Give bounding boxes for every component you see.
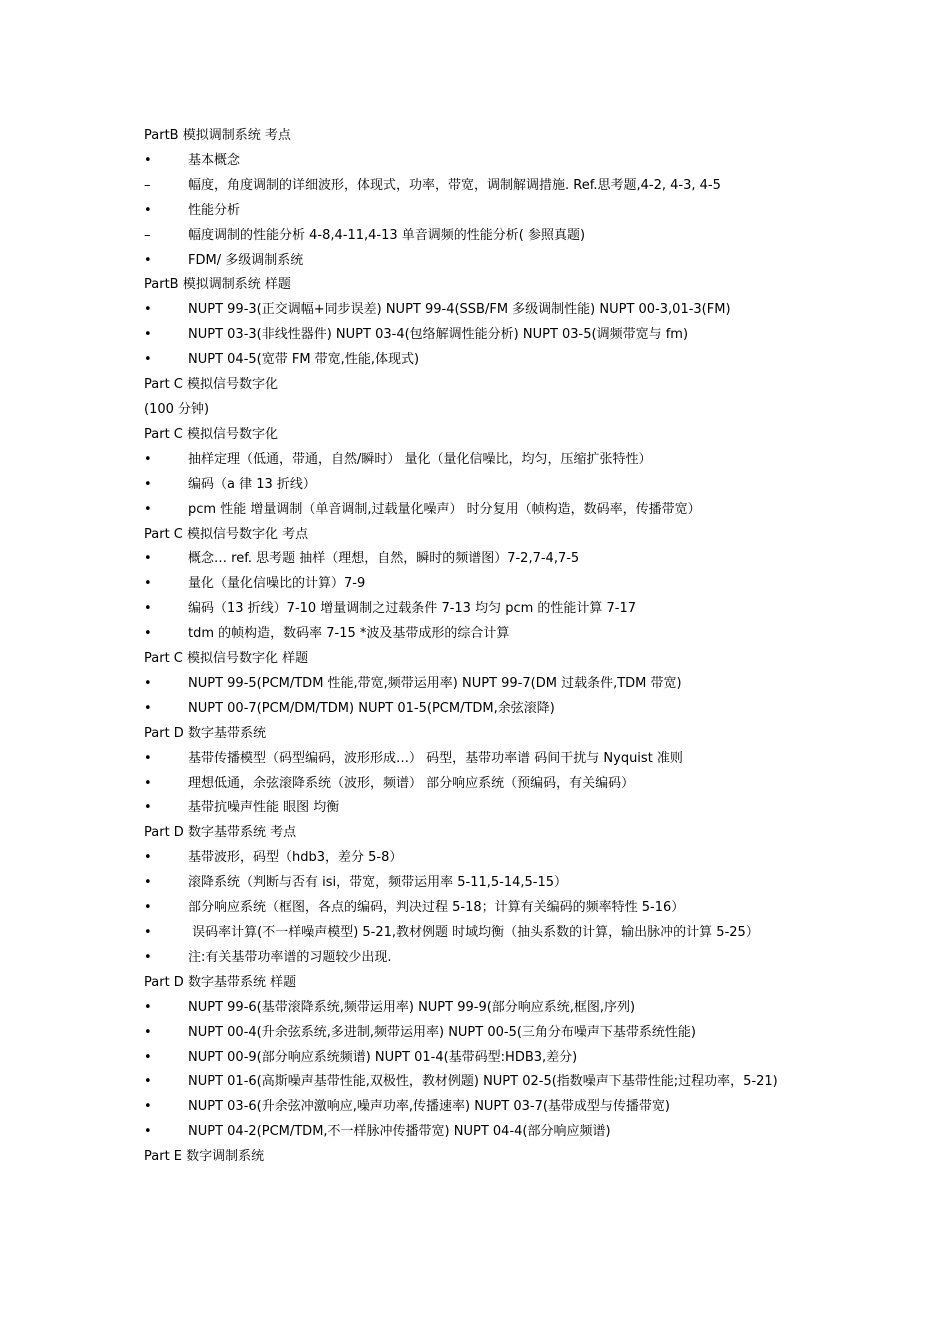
- bullet-item: [144, 498, 824, 523]
- bullet-item: [144, 1021, 824, 1046]
- bullet-text: 基带抗噪声性能 眼图 均衡: [188, 800, 340, 816]
- bullet-text: pcm 性能 增量调制（单音调制,过载量化噪声） 时分复用（帧构造，数码率，传播带宽）: [188, 501, 701, 517]
- bullet-item: [144, 1120, 824, 1145]
- bullet-marker: •: [144, 352, 152, 368]
- bullet-marker: –: [144, 227, 151, 243]
- bullet-item: [144, 921, 824, 946]
- bullet-text: 抽样定理（低通，带通，自然/瞬时） 量化（量化信噪比，均匀，压缩扩张特性）: [188, 451, 652, 467]
- bullet-text: 编码（a 律 13 折线）: [188, 476, 316, 492]
- bullet-text: tdm 的帧构造，数码率 7-15 *波及基带成形的综合计算: [188, 626, 510, 642]
- bullet-marker: •: [144, 252, 152, 268]
- section-heading: Part D 数字基带系统: [144, 725, 266, 741]
- bullet-text: 滚降系统（判断与否有 isi，带宽，频带运用率 5-11,5-14,5-15）: [188, 875, 568, 891]
- bullet-item: [144, 1095, 824, 1120]
- bullet-text: NUPT 01-6(高斯噪声基带性能,双极性，教材例题) NUPT 02-5(指数噪声下基带性能;过程功率，5-21): [188, 1074, 778, 1090]
- bullet-marker: •: [144, 302, 152, 318]
- bullet-marker: •: [144, 900, 152, 916]
- bullet-item: [144, 871, 824, 896]
- bullet-text: NUPT 04-5(宽带 FM 带宽,性能,体现式): [188, 352, 420, 368]
- bullet-item: [144, 174, 824, 199]
- bullet-marker: •: [144, 675, 152, 691]
- section-heading: PartB 模拟调制系统 样题: [144, 277, 291, 293]
- bullet-marker: •: [144, 202, 152, 218]
- bullet-marker: –: [144, 177, 151, 193]
- bullet-item: [144, 597, 824, 622]
- bullet-marker: •: [144, 925, 152, 940]
- bullet-text: 概念… ref. 思考题 抽样（理想，自然，瞬时的频谱图）7-2,7-4,7-5: [188, 551, 580, 567]
- document-body: [144, 124, 824, 1170]
- bullet-item: [144, 572, 824, 597]
- bullet-marker: •: [144, 152, 152, 168]
- bullet-marker: •: [144, 750, 152, 766]
- section-heading: (100 分钟): [144, 401, 210, 417]
- bullet-marker: •: [144, 626, 152, 642]
- bullet-text: NUPT 99-3(正交调幅+同步误差) NUPT 99-4(SSB/FM 多级调制性能) NUPT 00-3,01-3(FM): [188, 302, 731, 318]
- bullet-item: [144, 996, 824, 1021]
- bullet-marker: •: [144, 875, 152, 891]
- section-heading: Part C 模拟信号数字化 考点: [144, 526, 309, 542]
- bullet-marker: •: [144, 501, 152, 517]
- section-heading: Part E 数字调制系统: [144, 1149, 265, 1165]
- bullet-marker: •: [144, 327, 152, 343]
- bullet-marker: •: [144, 999, 152, 1015]
- bullet-item: [144, 249, 824, 274]
- bullet-text: 基本概念: [188, 152, 241, 168]
- bullet-text: 幅度调制的性能分析 4-8,4-11,4-13 单音调频的性能分析( 参照真题): [188, 227, 586, 243]
- bullet-item: [144, 348, 824, 373]
- bullet-item: [144, 473, 824, 498]
- section-heading: Part C 模拟信号数字化 样题: [144, 651, 309, 667]
- bullet-item: [144, 448, 824, 473]
- bullet-item: [144, 1070, 824, 1095]
- bullet-text: NUPT 04-2(PCM/TDM,不一样脉冲传播带宽) NUPT 04-4(部分响应频谱): [188, 1124, 611, 1140]
- bullet-item: [144, 547, 824, 572]
- bullet-marker: •: [144, 1099, 152, 1115]
- bullet-text: 量化（量化信噪比的计算）7-9: [188, 576, 366, 592]
- bullet-marker: •: [144, 775, 152, 791]
- bullet-item: [144, 772, 824, 797]
- bullet-text: 部分响应系统（框图，各点的编码，判决过程 5-18；计算有关编码的频率特性 5-16）: [188, 900, 685, 916]
- section-heading: Part C 模拟信号数字化: [144, 426, 279, 442]
- bullet-text: 性能分析: [188, 202, 241, 218]
- bullet-text: 基带波形，码型（hdb3，差分 5-8）: [188, 850, 403, 866]
- bullet-marker: •: [144, 1049, 152, 1065]
- section-heading: Part C 模拟信号数字化: [144, 377, 279, 393]
- section-heading: PartB 模拟调制系统 考点: [144, 128, 291, 143]
- bullet-marker: •: [144, 601, 152, 617]
- bullet-item: [144, 224, 824, 249]
- bullet-text: 编码（13 折线）7-10 增量调制之过载条件 7-13 均匀 pcm 的性能计算 7-17: [188, 601, 637, 617]
- bullet-text: 误码率计算(不一样噪声模型) 5-21,教材例题 时域均衡（抽头系数的计算，输出脉冲的计算 5-25）: [188, 925, 759, 940]
- bullet-text: NUPT 00-9(部分响应系统频谱) NUPT 01-4(基带码型:HDB3,差分): [188, 1049, 578, 1065]
- bullet-item: [144, 896, 824, 921]
- section-heading: Part D 数字基带系统 考点: [144, 825, 297, 841]
- bullet-item: [144, 946, 824, 971]
- bullet-item: [144, 846, 824, 871]
- bullet-item: [144, 747, 824, 772]
- bullet-text: NUPT 00-4(升余弦系统,多进制,频带运用率) NUPT 00-5(三角分布噪声下基带系统性能): [188, 1024, 696, 1040]
- bullet-text: 基带传播模型（码型编码，波形形成…） 码型，基带功率谱 码间干扰与 Nyquist 准则: [188, 750, 683, 766]
- bullet-item: [144, 199, 824, 224]
- bullet-item: [144, 622, 824, 647]
- bullet-marker: •: [144, 700, 152, 716]
- bullet-text: NUPT 99-5(PCM/TDM 性能,带宽,频带运用率) NUPT 99-7(DM 过载条件,TDM 带宽): [188, 675, 682, 691]
- bullet-item: [144, 323, 824, 348]
- bullet-text: NUPT 00-7(PCM/DM/TDM) NUPT 01-5(PCM/TDM,余弦滚降): [188, 700, 555, 716]
- bullet-text: NUPT 03-6(升余弦冲激响应,噪声功率,传播速率) NUPT 03-7(基带成型与传播带宽): [188, 1099, 670, 1115]
- bullet-item: [144, 697, 824, 722]
- bullet-item: [144, 149, 824, 174]
- bullet-text: 理想低通，余弦滚降系统（波形，频谱） 部分响应系统（预编码，有关编码）: [188, 775, 635, 791]
- bullet-item: [144, 298, 824, 323]
- bullet-text: NUPT 03-3(非线性器件) NUPT 03-4(包络解调性能分析) NUPT 03-5(调频带宽与 fm): [188, 327, 689, 343]
- bullet-marker: •: [144, 551, 152, 567]
- bullet-text: 幅度，角度调制的详细波形，体现式，功率，带宽，调制解调措施. Ref.思考题,4-2, 4-3, 4-5: [188, 177, 721, 193]
- bullet-marker: •: [144, 850, 152, 866]
- bullet-marker: •: [144, 800, 152, 816]
- bullet-marker: •: [144, 576, 152, 592]
- bullet-marker: •: [144, 1074, 152, 1090]
- bullet-text: FDM/ 多级调制系统: [188, 252, 304, 268]
- section-heading: Part D 数字基带系统 样题: [144, 974, 297, 990]
- bullet-marker: •: [144, 1124, 152, 1140]
- bullet-item: [144, 796, 824, 821]
- bullet-item: [144, 1046, 824, 1071]
- bullet-marker: •: [144, 476, 152, 492]
- bullet-marker: •: [144, 1024, 152, 1040]
- bullet-item: [144, 672, 824, 697]
- bullet-marker: •: [144, 451, 152, 467]
- bullet-text: 注:有关基带功率谱的习题较少出现.: [188, 949, 392, 965]
- bullet-marker: •: [144, 949, 152, 965]
- bullet-text: NUPT 99-6(基带滚降系统,频带运用率) NUPT 99-9(部分响应系统,框图,序列): [188, 999, 636, 1015]
